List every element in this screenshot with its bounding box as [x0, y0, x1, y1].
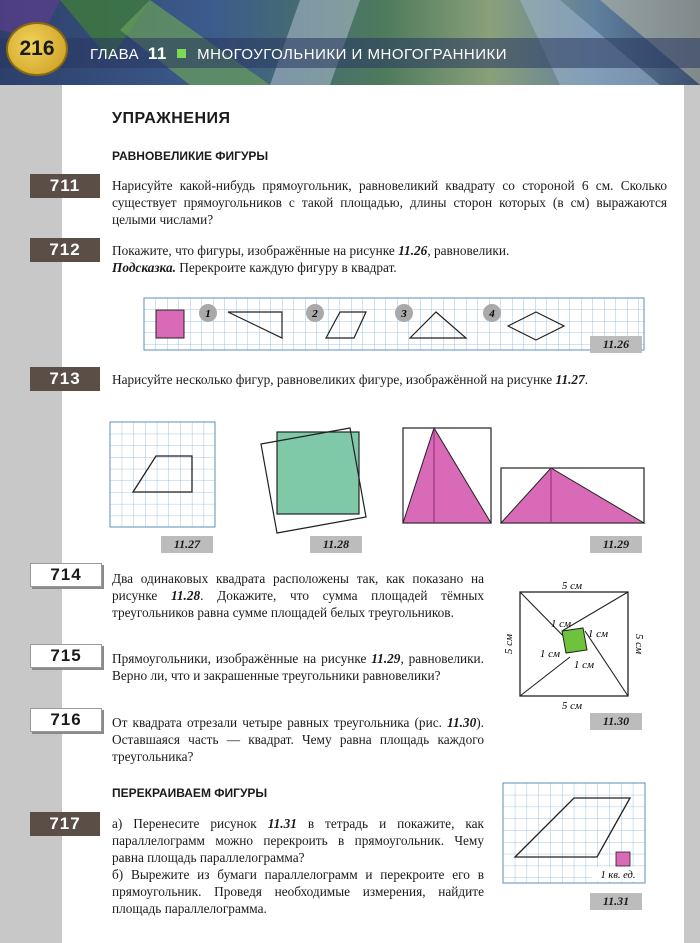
- text-part: Прямоугольники, изображённые на рисунке: [112, 651, 372, 666]
- side-label-top: 5 см: [561, 580, 583, 592]
- section-title: УПРАЖНЕНИЯ: [112, 110, 231, 127]
- figure-ref: 11.28: [170, 588, 201, 603]
- chapter-number: 11: [147, 44, 167, 63]
- exercise-number-716: 716: [30, 708, 102, 732]
- marker-2-label: 2: [312, 308, 318, 320]
- figure-label-11-27: 11.27: [161, 536, 213, 553]
- exercise-number-717: 717: [30, 812, 100, 836]
- exercise-711-text: Нарисуйте какой-нибудь прямоугольник, равновеликий квадрату со стороной 6 см. Сколько существует прямоугольников с такой площадью, длины сторон которых (в см) выражаются целыми числами?: [112, 178, 667, 227]
- figure-ref: 11.31: [267, 816, 297, 831]
- subsection-cutting: ПЕРЕКРАИВАЕМ ФИГУРЫ: [112, 786, 268, 800]
- chapter-name: МНОГОУГОЛЬНИКИ И МНОГОГРАННИКИ: [197, 46, 508, 63]
- chapter-word: ГЛАВА: [90, 46, 140, 63]
- unit-label: 1 кв. ед.: [600, 870, 636, 881]
- text-part: в тетрадь и покажите, как параллелограмм можно перекроить в прямоугольник. Чему равна площадь параллелограмма?: [112, 816, 484, 865]
- exercise-number-715: 715: [30, 644, 102, 668]
- figure-label-11-30: 11.30: [590, 713, 642, 730]
- side-label-right: 5 см: [633, 633, 645, 655]
- text-part: Покажите, что фигуры, изображённые на рисунке: [112, 243, 399, 258]
- subsection-equal-area: РАВНОВЕЛИКИЕ ФИГУРЫ: [112, 149, 269, 163]
- figure-label-11-26: 11.26: [590, 336, 642, 353]
- hint-text: Перекроите каждую фигуру в квадрат.: [175, 260, 397, 275]
- text-part: а) Перенесите рисунок: [112, 816, 268, 831]
- figure-ref: 11.27: [555, 372, 585, 387]
- marker-1-label: 1: [205, 308, 211, 320]
- text-part: ). Оставшаяся часть — квадрат. Чему равна площадь каждого треугольника?: [112, 715, 484, 764]
- text-part: От квадрата отрезали четыре равных треугольника (рис.: [112, 715, 448, 730]
- exercise-number-712: 712: [30, 238, 100, 262]
- text-part: . Докажите, что сумма площадей тёмных треугольников равна сумме площадей белых треугольников.: [112, 588, 484, 620]
- inner-label: 1 см: [573, 659, 595, 671]
- page-number: 216: [6, 22, 68, 76]
- marker-4-label: 4: [489, 308, 495, 320]
- exercise-number-714: 714: [30, 563, 102, 587]
- text-part: Два одинаковых квадрата расположены так, как показано на рисунке: [112, 571, 484, 603]
- text-part: Нарисуйте несколько фигур, равновеликих фигуре, изображённой на рисунке: [112, 372, 556, 387]
- figure-ref: 11.26: [398, 243, 428, 258]
- side-label-bottom: 5 см: [561, 700, 583, 712]
- unit-square: [616, 852, 630, 866]
- text-part: , равновелики.: [427, 243, 510, 258]
- figure-label-11-31: 11.31: [590, 893, 642, 910]
- inner-label: 1 см: [550, 618, 572, 630]
- figure-label-11-28: 11.28: [310, 536, 362, 553]
- inner-label: 1 см: [587, 628, 609, 640]
- exercise-number-711: 711: [30, 174, 100, 198]
- text-part: , равновелики. Верно ли, что и закрашенные треугольники равновелики?: [112, 651, 484, 683]
- figure-ref: 11.29: [371, 651, 401, 666]
- marker-3-label: 3: [401, 308, 407, 320]
- hint-label: Подсказка.: [112, 260, 176, 275]
- text-part: б) Вырежите из бумаги параллелограмм и перекроите его в прямоугольник. Проведя необходимые измерения, найдите площадь параллелограмма.: [112, 867, 484, 916]
- inner-label: 1 см: [539, 648, 561, 660]
- exercise-number-713: 713: [30, 367, 100, 391]
- figure-label-11-29: 11.29: [590, 536, 642, 553]
- text-part: .: [584, 372, 589, 387]
- figure-ref: 11.30: [447, 715, 477, 730]
- side-label-left: 5 см: [503, 633, 515, 655]
